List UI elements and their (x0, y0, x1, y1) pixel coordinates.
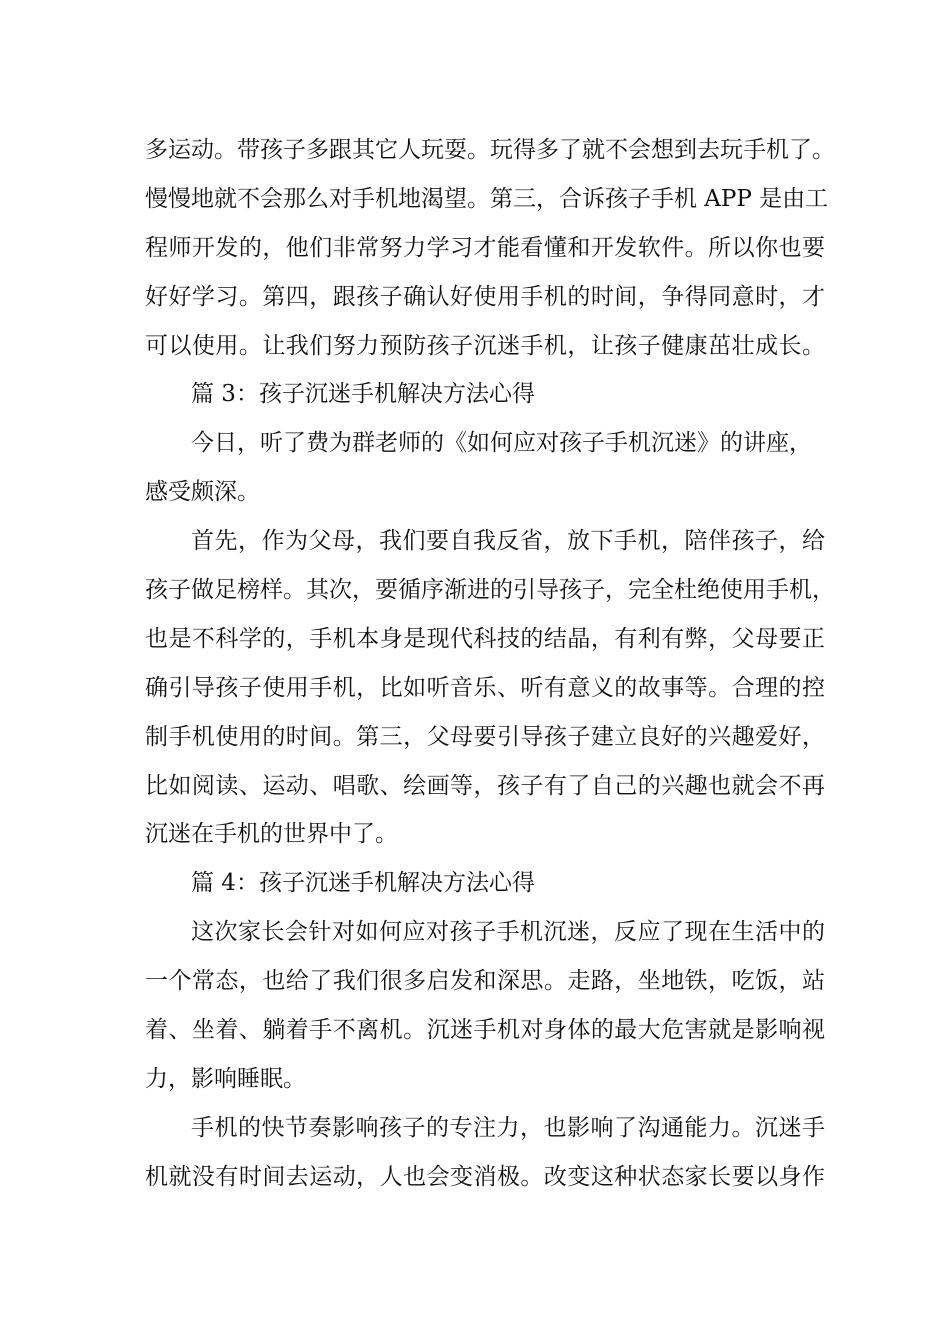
text-line: 确引导孩子使用手机，比如听音乐、听有意义的故事等。合理的控 (145, 674, 825, 701)
text-line: 首先，作为父母，我们要自我反省，放下手机，陪伴孩子，给 (191, 528, 825, 555)
section-heading: 篇 3：孩子沉迷手机解决方法心得 (191, 381, 535, 408)
text-line: 孩子做足榜样。其次，要循序渐进的引导孩子，完全杜绝使用手机， (145, 577, 835, 604)
text-line: 慢慢地就不会那么对手机地渴望。第三，合诉孩子手机 APP 是由工 (145, 185, 829, 212)
text-line: 沉迷在手机的世界中了。 (145, 821, 398, 848)
text-line: 一个常态，也给了我们很多启发和深思。走路，坐地铁，吃饭，站 (145, 968, 825, 995)
text-line: 着、坐着、躺着手不离机。沉迷手机对身体的最大危害就是影响视 (145, 1017, 825, 1044)
text-line: 今日，听了费为群老师的《如何应对孩子手机沉迷》的讲座， (191, 430, 812, 457)
text-line: 机就没有时间去运动，人也会变消极。改变这种状态家长要以身作 (145, 1163, 825, 1190)
text-line: 力，影响睡眠。 (145, 1065, 306, 1092)
text-line: 手机的快节奏影响孩子的专注力，也影响了沟通能力。沉迷手 (191, 1114, 825, 1141)
text-line: 这次家长会针对如何应对孩子手机沉迷，反应了现在生活中的 (191, 919, 825, 946)
text-line: 比如阅读、运动、唱歌、绘画等，孩子有了自己的兴趣也就会不再 (145, 772, 825, 799)
text-line: 也是不科学的，手机本身是现代科技的结晶，有利有弊，父母要正 (145, 625, 825, 652)
document-body (145, 126, 835, 1202)
section-heading: 篇 4：孩子沉迷手机解决方法心得 (191, 870, 535, 897)
text-line: 多运动。带孩子多跟其它人玩耍。玩得多了就不会想到去玩手机了。 (145, 137, 835, 163)
text-line: 可以使用。让我们努力预防孩子沉迷手机，让孩子健康茁壮成长。 (145, 332, 825, 359)
text-line: 程师开发的，他们非常努力学习才能看懂和开发软件。所以你也要 (145, 234, 825, 261)
text-line: 制手机使用的时间。第三，父母要引导孩子建立良好的兴趣爱好， (145, 723, 825, 750)
text-line: 好好学习。第四，跟孩子确认好使用手机的时间，争得同意时，才 (145, 283, 825, 310)
text-line: 感受颇深。 (145, 479, 260, 506)
